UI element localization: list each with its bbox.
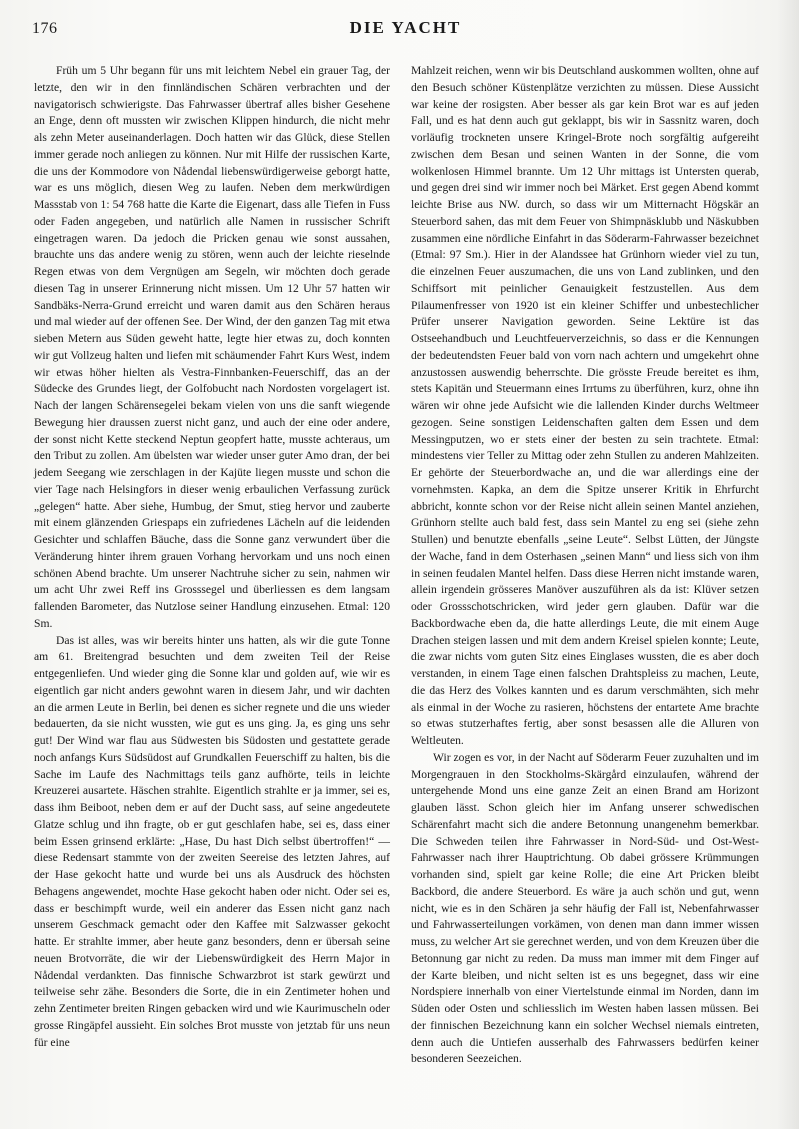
paragraph: Wir zogen es vor, in der Nacht auf Söderarm Feuer zuzuhalten und im Morgengrauen in den Stockholms-Skärgård einzulaufen, während der untergehende Mond uns eine ganze Zeit an einen Brand am Horizont glauben lässt. Schon gleich hier im Anfang unserer schwedischen Schärenfahrt macht sich die andere Betonnung unangenehm bemerkbar. Die Schweden teilen ihre Fahrwasser in Nord-Süd- und Ost-West-Fahrwasser nach ihrer Hauptrichtung. Ob dabei grössere Krümmungen vorhanden sind, spielt gar keine Rolle; die eine Art Pricken bleibt Backbord, die andere Steuerbord. Es wäre ja auch schön und gut, wenn nicht, wie es in den Schären ja sehr häufig der Fall ist, Nebenfahrwasser und Fahrwasserteilungen vorkämen, von denen man dann immer wissen muss, zu welcher Art sie gerechnet werden, und von dem Kreuzen über die Betonnung gar nicht zu reden. Da muss man immer mit dem Finger auf der Karte bleiben, und nicht selten ist es uns begegnet, dass wir eine Nordspiere innerhalb von einer Viertelstunde einmal im Norden, dann im Süden oder Osten und schliesslich im Westen haben lassen müssen. Bei der finnischen Bezeichnung kann ein solcher Wechsel niemals eintreten, denn auch die Untiefen ausserhalb des Fahrwassers bedürfen keiner besonderen Seezeichen.	[411, 750, 759, 1066]
paragraph: Das ist alles, was wir bereits hinter uns hatten, als wir die gute Tonne am 61. Breitengrad besuchten und dem zweiten Teil der Reise entgegenliefen. Und wieder ging die Sonne klar und golden auf, wie wir es eigentlich gar nicht anders gewohnt waren in diesem Jahr, und wir dachten an die armen Leute in Berlin, bei denen es sicher regnete und die uns wieder bedauerten, da sie nicht wussten, wie gut es uns ging. Ja, es ging uns sehr gut! Der Wind war flau aus Südwesten bis Südosten und gestattete gerade noch anfangs Kurs Südsüdost auf Grundkallen Feuerschiff zu halten, bis die Sache im Laufe des Nachmittags teils ganz aufhörte, teils in leichte Kreuzerei ausartete. Häschen strahlte. Eigentlich strahlte er ja immer, sei es, dass ihm Beiboot, neben dem er auf der Ducht sass, auf seine angedeutete Glatze schlug und ihn fragte, ob er gut geschlafen habe, sei es, dass einer beim Essen grinsend erklärte: „Hase, Du hast Dich selbst übertroffen!“ — diese Redensart stammte von der zweiten Seereise des letzten Jahres, auf der Hase gekocht hatte und wurde bei uns als Ausdruck des höchsten Behagens angewendet, mochte Hase gekocht haben oder nicht. Oder sei es, dass er beschimpft wurde, weil ein anderer das Essen nicht ganz nach unserem Geschmack gemacht oder den Kaffee mit Salzwasser gekocht hatte. Er strahlte immer, aber heute ganz besonders, denn er übersah seine neuen Brotvorräte, die wir der Liebenswürdigkeit des Herrn Major in Nådendal verdankten. Das finnische Schwarzbrot ist stark gewürzt und teilweise sehr zähe. Besonders die Sorte, die in ein Zentimeter hohen und zehn Zentimeter breiten Ringen gebacken wird und wie Kaurimuscheln oder grosse Ringäpfel aussieht. Ein solches Brot musste von jetztab für uns neun für eine	[34, 633, 390, 1049]
running-title: DIE YACHT	[349, 18, 462, 37]
left-column	[34, 63, 390, 1051]
paragraph: Mahlzeit reichen, wenn wir bis Deutschland auskommen wollten, ohne auf den Besuch schöner Küstenplätze verzichten zu müssen. Diese Aussicht war keine der rosigsten. Aber besser als gar kein Brot war es auf jeden Fall, und es hat denn auch gut geklappt, bis wir in Sassnitz waren, doch vorläufig trockneten unsere Kringel-Brote noch sorgfältig aufgereiht zwischen dem Besan und seinen Wanten in der Sonne, die vom wolkenlosen Himmel brannte. Um 12 Uhr mittags ist Untersten querab, und gegen drei sind wir immer noch bei Märket. Erst gegen Abend kommt leichte Brise aus NW. durch, so dass wir um Mitternacht Högskär an Steuerbord sahen, das mit dem Feuer von Shimpnäsklubb und Näskubben zusammen eine nördliche Einfahrt in das Söderarm-Fahrwasser bezeichnet (Etmal: 97 Sm.). Hier in der Alandssee hat Grünhorn wieder viel zu tun, die einzelnen Feuer auszumachen, die uns von Land zublinken, und den Schiffsort mit peinlicher Genauigkeit festzustellen. Aus dem Pilaumenfresser von 1920 ist ein kleiner Schiffer und unbestechlicher Prüfer unserer Navigation geworden. Seine Lektüre ist das Ostseehandbuch und Leuchtfeuerverzeichnis, so dass er die Kennungen der bedeutendsten Feuer bald von vorn nach achtern und umgekehrt ohne anzustossen auswendig beherrschte. Die grösste Freude bereitet es ihm, stets Kapitän und Steuermann eines Irrtums zu überführen, kurz, ohne ihn wären wir ohne jede Aufsicht wie die lallenden Kinder durchs Weltmeer gezogen. Seine sonstigen Leidenschaften galten dem Essen und dem Messingputzen, wo er stets einer der besten zu sein trachtete. Etmal: mindestens vier Teller zu Mittag oder zehn Stullen zu anderen Mahlzeiten. Er gehörte der Steuerbordwache an, und die war allerdings eine der vornehmsten. Kapka, an dem die Spitze unserer Kritik in Ehrfurcht abbricht, konnte schon vor der Reise nicht allein seinen Mantel anziehen, Grünhorn stellte auch bald fest, dass sein Mantel zu eng sei (siehe zehn Stullen) und benutzte ebenfalls „seine Leute“. Selbst Lütten, der Jüngste der Wache, fand in dem Osterhasen „seinen Mann“ und liess sich von ihm in seinen feudalen Mantel helfen. Dass diese Herren nicht imstande waren, allein irgendein grösseres Manöver auszuführen als da ist: Klüver setzen oder Grossschotschricken, wird jeder gern glauben. Dafür war die Backbordwache eben da, die hatte allerdings Leute, die mit einem Auge Drachen steigen lassen und mit dem andern Kreisel spielen konnte; Leute, die zwar nichts vom guten Sitz eines Einglases wussten, die es aber doch verstanden, in einem Tage einen falschen Drahtspleiss zu machen, Leute, die das Herz des Volkes kannten und es darum verschmähten, sich mehr als einmal in der Woche zu rasieren, höchstens der entartete Ame brachte so etwas stutzerhaftes fertig, aber sonst besassen alle die Alluren von Weltleuten.	[411, 64, 759, 747]
right-column	[411, 63, 759, 1068]
paragraph: Früh um 5 Uhr begann für uns mit leichtem Nebel ein grauer Tag, der letzte, den wir in den finnländischen Schären verbrachten und der navigatorisch schwierigste. Das Fahrwasser übertraf alles bisher Gesehene an Enge, denn oft mussten wir zwischen Klippen hindurch, die nicht mehr als zehn Meter auseinanderlagen. Doch hatten wir das Glück, diese Stellen immer gerade noch anliegen zu können. Nur mit Hilfe der russischen Karte, die uns der Kommodore von Nådendal liebenswürdigerweise geborgt hatte, war es uns möglich, diesen Weg zu laufen. Neben dem merkwürdigen Massstab von 1: 54 768 hatte die Karte die Eigenart, dass alle Tiefen in Fuss oder Faden angegeben, und natürlich alle Namen in russischer Schrift eingetragen waren. Da jedoch die Pricken genau wie sonst aussahen, brauchte uns das andere wenig zu stören, wenn auch der leichte rieselnde Regen etwas von dem Vergnügen am Segeln, wir möchten doch gerade diesen Tag in unserer Erinnerung nicht missen. Um 12 Uhr 57 hatten wir Sandbäks-Nerra-Grund erreicht und waren damit aus den Schären heraus und mal wieder auf der offenen See. Der Wind, der den ganzen Tag mit etwa sieben Metern aus Süden geweht hatte, legte hier etwas zu, doch konnten wir gut Vollzeug halten und liefen mit schäumender Fahrt Kurs West, indem wir etwas höher hielten als Vestra-Finnbanken-Feuerschiff, das an der Südecke des Grundes liegt, der Golfobucht nach Nordosten vorgelagert ist. Nach der langen Schärensegelei bekam vielen von uns die sanft wiegende Bewegung hier draussen zuerst nicht ganz, und auch der eine oder andere, der sonst nicht Kette steckend Neptun geopfert hatte, musste achteraus, um den Tribut zu zollen. Am übelsten war wieder unser guter Amo dran, der bei jedem Seegang wie zerschlagen in der Kajüte liegen musste und schon die vier Tage nach Helsingfors in dieser wenig erbaulichen Verfassung zurück „gelegen“ hatte. Aber siehe, Humbug, der Smut, stieg hervor und zauberte mit einem glänzenden Griespaps ein zufriedenes Lächeln auf die leidenden Gesichter und schlaffen Bäuche, dass die Sonne ganz verwundert über die Veränderung hinter ihrem grauen Vorhang hervorkam und uns noch einen schönen Abend brachte. Um unserer Nachtruhe sicher zu sein, nahmen wir um acht Uhr zwei Reff ins Grosssegel und überliessen es dem langsam fallenden Barometer, das Nutzlose seiner Handlung einzusehen. Etmal: 120 Sm.	[34, 64, 390, 630]
scan-edge-shadow	[777, 0, 799, 1129]
page-number: 176	[32, 20, 58, 37]
page-header	[32, 18, 779, 42]
